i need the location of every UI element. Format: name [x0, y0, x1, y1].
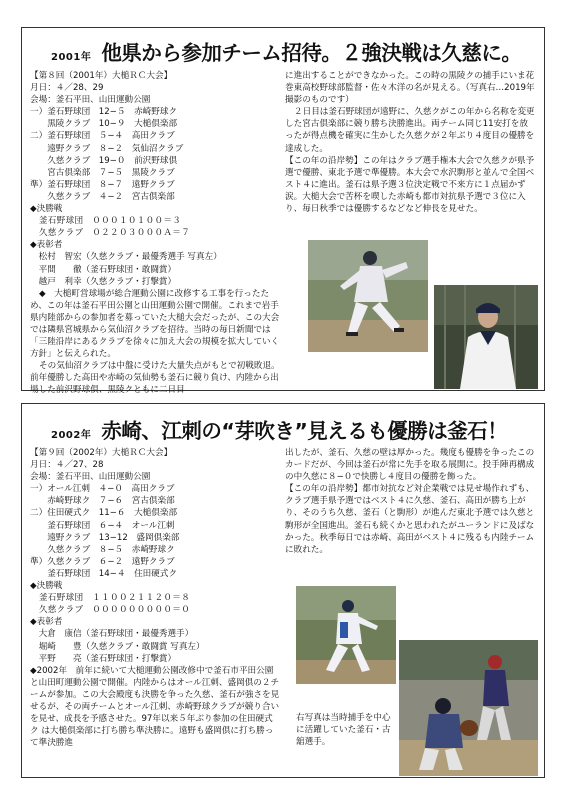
section-2001-left-column [30, 70, 280, 397]
section-2001-headline [51, 36, 521, 66]
pitcher-photo [308, 240, 428, 352]
result-line: ◆表彰者 [30, 240, 63, 251]
result-line: 【第８回（2001年）大槌ＲＣ大会】 [30, 71, 173, 81]
result-line: ◆決勝戦 [30, 204, 63, 215]
result-line: 松村 智宏（久慈クラブ・最優秀選手 写真左） [30, 252, 222, 263]
result-line: 会場：釜石平田、山田運動公園 [30, 472, 151, 483]
section-2002-right-paragraph-2: 【この年の沿岸勢】都市対抗など対企業戦では見せ場作れずも、クラブ選手県予選ではベスト４に久慈、釜石、高田が勝ち上がり、そのうち久慈、釜石（と駒形）が進んだ東北予選では久慈と駒形が全国進出。釜石も続くかと思われたがユーランドに及ばなかった。秋季毎日では赤崎、高田がベスト４に残るも内陸チームに敗れた。 [285, 484, 535, 555]
result-line: 平野 亮（釜石野球団・打撃賞） [30, 653, 177, 664]
section-2002-year: 2002年 [51, 430, 92, 441]
section-2001-right-paragraph-2: ２日目は釜石野球団が遠野に、久慈クがこの年から名称を変更した宮古倶楽部に競り勝ち決勝進出。両チーム同じ11安打を放ったが得点機を確実に生かした久慈クが２年ぶり４度目の優勝を達成した。 [285, 107, 535, 154]
section-2001-results-list [30, 70, 280, 288]
result-line: 月日：４／28、29 [30, 83, 104, 94]
result-line: 釜石野球団 14−４ 住田硬式ク [30, 568, 178, 579]
result-line: ◆表彰者 [30, 617, 63, 628]
section-2001-title: 他県から参加チーム招待。２強決戦は久慈に。 [101, 41, 522, 65]
result-line: 大倉 康信（釜石野球団・最優秀選手） [30, 629, 194, 640]
section-2001-right-paragraph-3: 【この年の沿岸勢】この年はクラブ選手権本大会で久慈クが県予選で優勝、東北予選で準優勝。本大会で水沢駒形と並んで全国ベスト４に進出。釜石は県予選３位決定戦で不来方に１点届かず涙。大槌大会で苦杯を喫した赤崎も都市対抗県予選で３位に入り、毎日秋季では優勝するなどなど伸長を見せた。 [285, 155, 535, 215]
result-line: 久慈クラブ 19−０ 前沢野球倶 [30, 155, 178, 166]
result-line: 月日：４／27、28 [30, 460, 104, 471]
section-2001-right-paragraph-1: に進出することができなかった。この時の黒陵クの捕手にいま花巻東高校野球部監督・佐々木洋の名が見える。（写真右…2019年撮影のものです） [285, 71, 535, 106]
result-line: 久慈クラブ ０００００００００＝０ [30, 605, 191, 616]
result-line: 釜石野球団 ０００１０１００＝３ [30, 216, 182, 227]
result-line: 一）釜石野球団 12−５ 赤崎野球ク [30, 107, 178, 118]
result-line: 準）釜石野球団 ８−７ 遠野クラブ [30, 179, 175, 190]
section-2002-left-column [30, 447, 280, 749]
result-line: 久慈クラブ ０２２０３０００Ａ＝７ [30, 228, 191, 239]
result-line: 宮古倶楽部 ７−５ 黒陵クラブ [30, 167, 175, 178]
section-2001-left-paragraph: ◆ 大槌町営球場が総合運動公園に改修する工事を行ったため、この年は釜石平田公園と山田運動公園で開催。これまで岩手県内陸部からの参加者を募っていた大槌大会だったが、この大会では隣県宮城県から気仙沼クラブを招待。当時の毎日新聞では「三陸沿岸にあるクラブを徐々に加え大会の規模を拡大していく方針」と伝えられた。 [30, 288, 280, 360]
photo-caption-2002: 右写真は当時捕手を中心に活躍していた釜石・古舘選手。 [296, 713, 391, 748]
section-2002-headline [51, 414, 507, 444]
section-2002-right-column [285, 447, 535, 556]
pitcher-photo-2002 [296, 586, 396, 684]
result-line: 久慈クラブ ８−５ 赤崎野球ク [30, 544, 175, 555]
section-2001-left-paragraph-2: その気仙沼クラブは中盤に受けた大量失点がもとで初戦敗退。前年優勝した高田や赤崎の気仙勢も釜石に競り負け、内陸から出場した前沢野球倶、黒陵クともに二日目 [30, 361, 280, 396]
result-line: 会場：釜石平田、山田運動公園 [30, 95, 151, 106]
result-line: 赤崎野球ク ７−６ 宮古倶楽部 [30, 496, 175, 507]
result-line: 二）住田硬式ク 11−６ 大槌倶楽部 [30, 508, 178, 519]
coach-photo [434, 285, 538, 389]
result-line: 黒陵クラブ 10−９ 大槌倶楽部 [30, 119, 178, 130]
section-2001-year: 2001年 [51, 52, 92, 63]
section-2001-right-column [285, 70, 535, 215]
result-line: 越戸 利幸（久慈クラブ・打撃賞） [30, 276, 177, 287]
result-line: ◆決勝戦 [30, 581, 63, 592]
catcher-photo-2002 [399, 640, 538, 776]
section-2002-results-list [30, 447, 280, 665]
result-line: 釜石野球団 １１００２１１２０＝８ [30, 593, 191, 604]
section-2002-right-paragraph-1: 出したが、釜石、久慈の壁は厚かった。幾度も優勝を争ったこのカードだが、今回は釜石が常に先手を取る展開に。投手陣再構成の中久慈に８−０で快勝し４度目の優勝を飾った。 [285, 448, 535, 483]
result-line: 準）久慈クラブ ６−２ 遠野クラブ [30, 556, 175, 567]
section-2002-title: 赤崎、江刺の“芽吹き”見えるも優勝は釜石！ [101, 419, 508, 443]
result-line: 釜石野球団 ６−４ オール江刺 [30, 520, 175, 531]
result-line: 平間 徹（釜石野球団・敢闘賞） [30, 264, 177, 275]
result-line: 遠野クラブ ８−２ 気仙沼クラブ [30, 143, 184, 154]
result-line: 二）釜石野球団 ５−４ 高田クラブ [30, 131, 175, 142]
result-line: 【第９回（2002年）大槌ＲＣ大会】 [30, 448, 173, 458]
result-line: 久慈クラブ ４−２ 宮古倶楽部 [30, 191, 175, 202]
result-line: 遠野クラブ 13−12 盛岡倶楽部 [30, 532, 180, 543]
result-line: 一）オール江刺 ４−０ 高田クラブ [30, 484, 175, 495]
result-line: 堀崎 豊（久慈クラブ・敢闘賞 写真左） [30, 641, 205, 652]
section-2002-left-paragraph: ◆2002年 前年に続いて大槌運動公園改修中で釜石市平田公園と山田町運動公園で開催。内陸からはオール江刺、盛岡倶の２チームが参加。この大会殿度も決勝を争った久慈、釜石が強さを見せるが、その両チームとオール江刺、赤崎野球クラブが競り合いを見せ、成長を予感させた。97年以来５年ぶり参加の住田硬式ク は大槌倶楽部に打ち勝ち準決勝に。遠野も盛岡倶に打ち勝って準決勝進 [30, 665, 280, 749]
